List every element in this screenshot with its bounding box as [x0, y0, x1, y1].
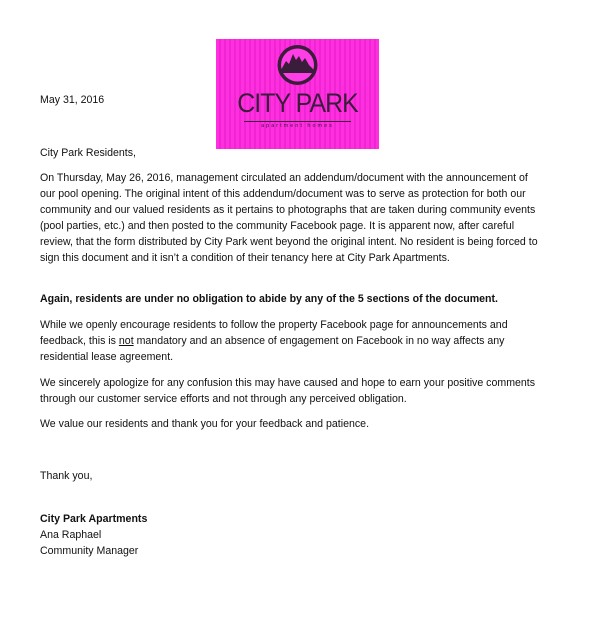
paragraph-5: We value our residents and thank you for your feedback and patience. — [40, 418, 370, 430]
paragraph-3-underlined: not — [118, 335, 134, 347]
logo-tagline: apartment homes — [261, 123, 334, 129]
logo-wordmark: CITY PARK — [237, 88, 358, 118]
signature-name: Ana Raphael — [40, 529, 102, 541]
letter-date: May 31, 2016 — [40, 94, 105, 106]
salutation: City Park Residents, — [40, 147, 136, 159]
paragraph-3-part-1: While we openly encourage residents to follow the property Facebook page for announcements and feedback, this is — [40, 319, 508, 347]
paragraph-3 — [40, 317, 540, 365]
paragraph-4: We sincerely apologize for any confusion this may have caused and hope to earn your positive comments through our customer service efforts and not through any perceived obligation. — [40, 377, 536, 405]
paragraph-2-emphasis: Again, residents are under no obligation to abide by any of the 5 sections of the document. — [40, 293, 498, 305]
closing: Thank you, — [40, 470, 93, 482]
paragraph-3-part-2: mandatory and an absence of engagement on Facebook in no way affects any residential lease agreement. — [40, 335, 505, 363]
logo-divider — [244, 121, 351, 122]
paragraph-1: On Thursday, May 26, 2016, management circulated an addendum/document with the announcement of our pool opening. The original intent of this addendum/document was to serve as protection for both our community and our valued residents as it pertains to photographs that are taken during community events (pool parties, etc.) and then posted to the community Facebook page. It is apparent now, after careful review, that the form distributed by City Park went beyond the original intent. No resident is being forced to sign this document and it isn’t a condition of their tenancy here at City Park Apartments. — [40, 172, 538, 264]
signature-title: Community Manager — [40, 545, 139, 557]
signature-organization: City Park Apartments — [40, 513, 148, 525]
